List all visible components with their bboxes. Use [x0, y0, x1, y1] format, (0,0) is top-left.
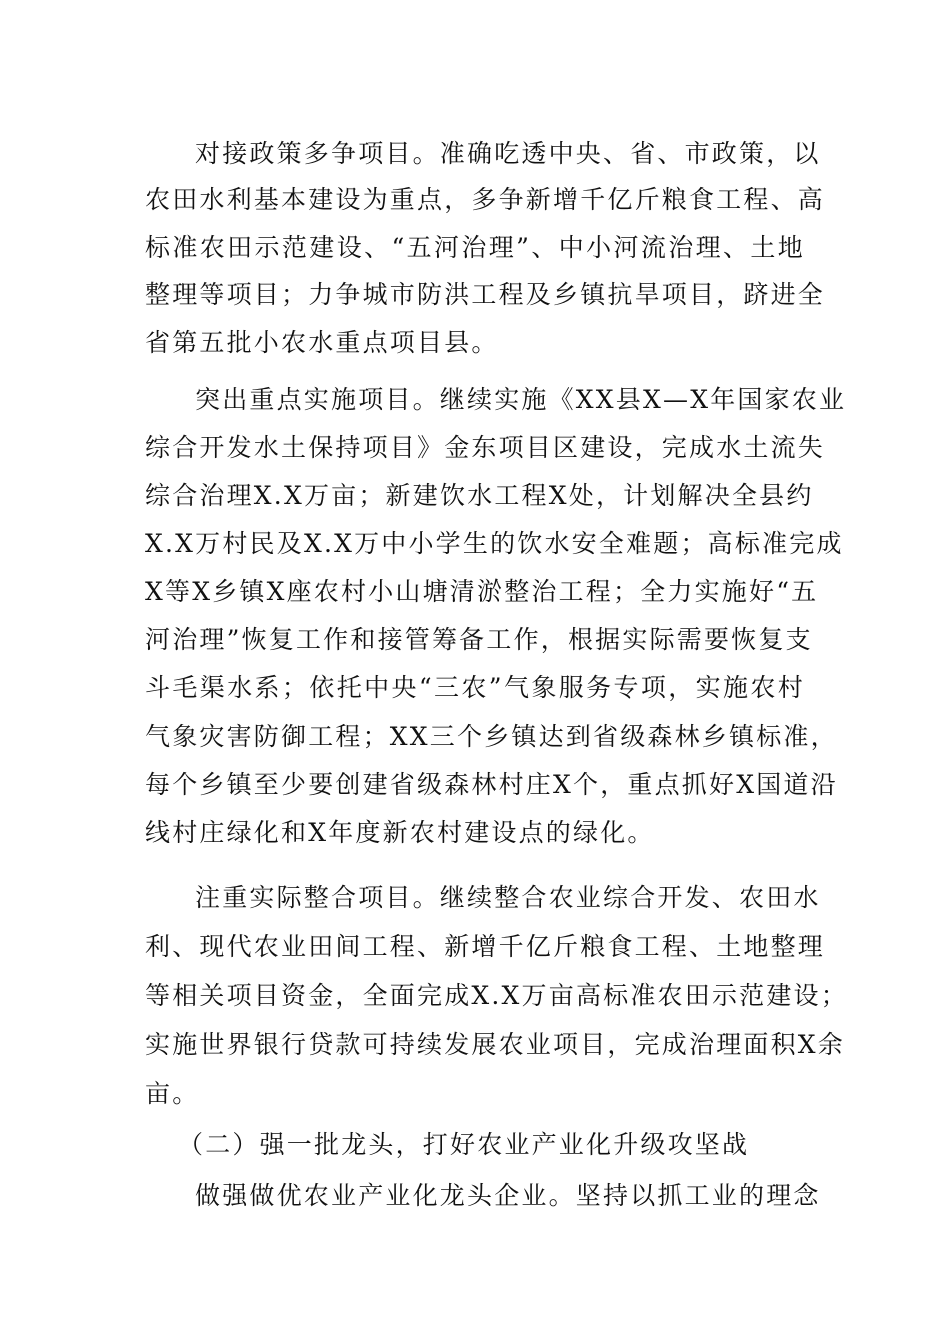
- text-line: 线村庄绿化和X年度新农村建设点的绿化。: [145, 818, 655, 847]
- text-line: 等相关项目资金，全面完成X.X万亩高标准农田示范建设；: [145, 981, 848, 1010]
- text-line: 亩。: [145, 1079, 200, 1108]
- text-line: 每个乡镇至少要创建省级森林村庄X个，重点抓好X国道沿: [145, 770, 838, 799]
- text-line: 对接政策多争项目。准确吃透中央、省、市政策，以: [195, 139, 821, 168]
- text-line: 实施世界银行贷款可持续发展农业项目，完成治理面积X余: [145, 1030, 846, 1059]
- text-line: 突出重点实施项目。继续实施《XX县X—X年国家农业: [195, 385, 847, 414]
- text-line: 农田水利基本建设为重点，多争新增千亿斤粮食工程、高: [145, 185, 826, 214]
- text-line: 整理等项目；力争城市防洪工程及乡镇抗旱项目，跻进全: [145, 280, 826, 309]
- text-line: 注重实际整合项目。继续整合农业综合开发、农田水: [195, 883, 821, 912]
- text-line: 省第五批小农水重点项目县。: [145, 328, 499, 357]
- text-line: 标准农田示范建设、“五河治理”、中小河流治理、土地: [145, 233, 805, 262]
- text-line: 斗毛渠水系；依托中央“三农”气象服务专项，实施农村: [145, 673, 805, 702]
- text-line: 利、现代农业田间工程、新增千亿斤粮食工程、土地整理: [145, 932, 826, 961]
- text-line: X等X乡镇X座农村小山塘清淤整治工程；全力实施好“五: [145, 577, 819, 606]
- text-line: X.X万村民及X.X万中小学生的饮水安全难题；高标准完成: [145, 529, 844, 558]
- section-heading: （二）强一批龙头，打好农业产业化升级攻坚战: [178, 1130, 750, 1159]
- text-line: 河治理”恢复工作和接管筹备工作，根据实际需要恢复支: [145, 625, 813, 654]
- text-line: 做强做优农业产业化龙头企业。坚持以抓工业的理念: [195, 1181, 821, 1210]
- text-line: 气象灾害防御工程；XX三个乡镇达到省级森林乡镇标准，: [145, 722, 838, 751]
- text-line: 综合治理X.X万亩；新建饮水工程X处，计划解决全县约: [145, 481, 814, 510]
- text-line: 综合开发水土保持项目》金东项目区建设，完成水土流失: [145, 433, 826, 462]
